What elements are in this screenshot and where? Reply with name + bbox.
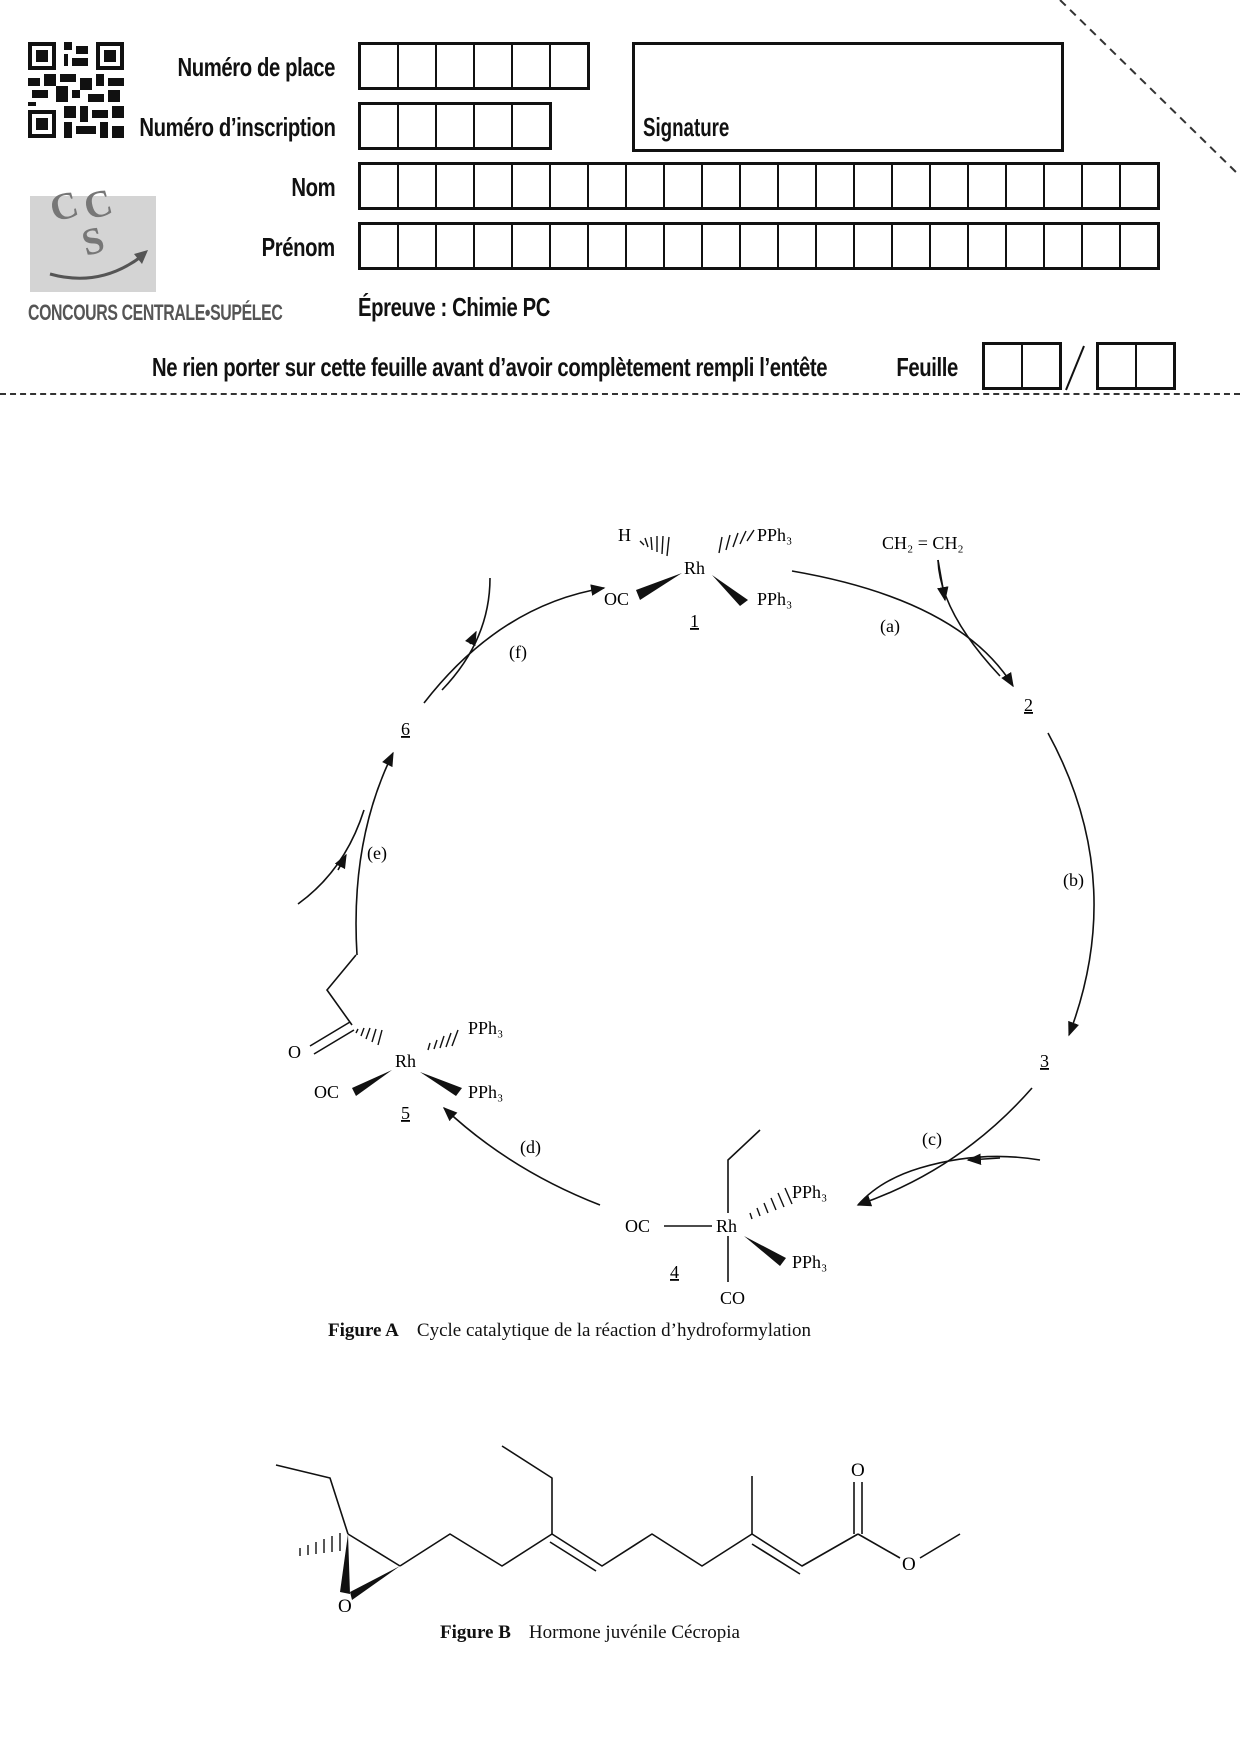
- ligand-oc-5: OC: [314, 1082, 340, 1102]
- ligand-pph3-5b: PPh₃: [468, 1082, 504, 1102]
- compound-label-5: 5: [401, 1103, 410, 1123]
- figure-a-label: Figure A: [328, 1320, 399, 1341]
- epreuve-label: Épreuve : Chimie PC: [358, 292, 551, 322]
- compound-label-4: 4: [670, 1262, 679, 1282]
- compound-label-6: 6: [401, 719, 410, 739]
- co-entry-arrow: [858, 1156, 1040, 1205]
- ligand-co-4: CO: [720, 1288, 746, 1308]
- figure-b-epoxide-o: O: [338, 1596, 352, 1617]
- logo-letter-s: S: [77, 218, 109, 265]
- logo-text: CONCOURS CENTRALE•SUPÉLEC: [28, 300, 283, 325]
- arrow-step-a: [792, 571, 1013, 686]
- ethylene-entry-arrow: [938, 560, 1000, 676]
- atom-h: H: [618, 525, 631, 545]
- ligand-pph3-1a: PPh₃: [757, 525, 793, 545]
- figure-b-structure: [0, 1420, 1240, 1620]
- step-label-c: (c): [922, 1129, 942, 1149]
- figure-b-label: Figure B: [440, 1622, 511, 1643]
- ligand-pph3-1b: PPh₃: [757, 589, 793, 609]
- complex-4: [625, 1130, 827, 1308]
- reagent-ethylene: CH₂ = CH₂: [882, 533, 964, 553]
- atom-o-5: O: [288, 1042, 301, 1062]
- logo-letter-c1: C: [45, 183, 83, 231]
- step-label-e: (e): [367, 843, 387, 863]
- ligand-oc-4: OC: [625, 1216, 651, 1236]
- atom-rh-5: Rh: [395, 1051, 417, 1071]
- prenom-label: Prénom: [261, 232, 335, 262]
- compound-label-3: 3: [1040, 1051, 1049, 1071]
- arrow-step-c: [858, 1088, 1032, 1205]
- compound-label-2: 2: [1024, 695, 1033, 715]
- complex-1: [604, 525, 792, 631]
- figure-b-caption-text: Hormone juvénile Cécropia: [528, 1622, 740, 1643]
- ligand-pph3-4b: PPh₃: [792, 1252, 828, 1272]
- logo-letter-c2: C: [79, 181, 117, 229]
- figure-a-caption: [328, 1320, 811, 1342]
- figure-b-caption: [440, 1622, 740, 1644]
- atom-rh-1: Rh: [684, 558, 706, 578]
- atom-rh-4: Rh: [716, 1216, 738, 1236]
- figure-b-carbonyl-o: O: [851, 1460, 865, 1481]
- h2-entry-arrow: [298, 810, 364, 904]
- figure-a-caption-text: Cycle catalytique de la réaction d’hydroformylation: [416, 1320, 812, 1341]
- figure-b-ester-o: O: [902, 1554, 916, 1575]
- step-label-a: (a): [880, 616, 900, 636]
- feuille-label: Feuille: [896, 352, 958, 382]
- nom-label: Nom: [291, 172, 335, 202]
- numero-inscription-label: Numéro d’inscription: [138, 112, 335, 142]
- ligand-pph3-4a: PPh₃: [792, 1182, 828, 1202]
- ligand-pph3-5a: PPh₃: [468, 1018, 504, 1038]
- step-label-b: (b): [1063, 870, 1084, 890]
- numero-place-label: Numéro de place: [177, 52, 335, 82]
- signature-label: Signature: [643, 112, 730, 142]
- instruction-text: Ne rien porter sur cette feuille avant d’avoir complètement rempli l’entête: [152, 352, 828, 382]
- ligand-oc-1: OC: [604, 589, 630, 609]
- step-label-f: (f): [509, 642, 527, 662]
- complex-5: [288, 955, 503, 1123]
- step-label-d: (d): [520, 1137, 541, 1157]
- compound-label-1: 1: [690, 611, 699, 631]
